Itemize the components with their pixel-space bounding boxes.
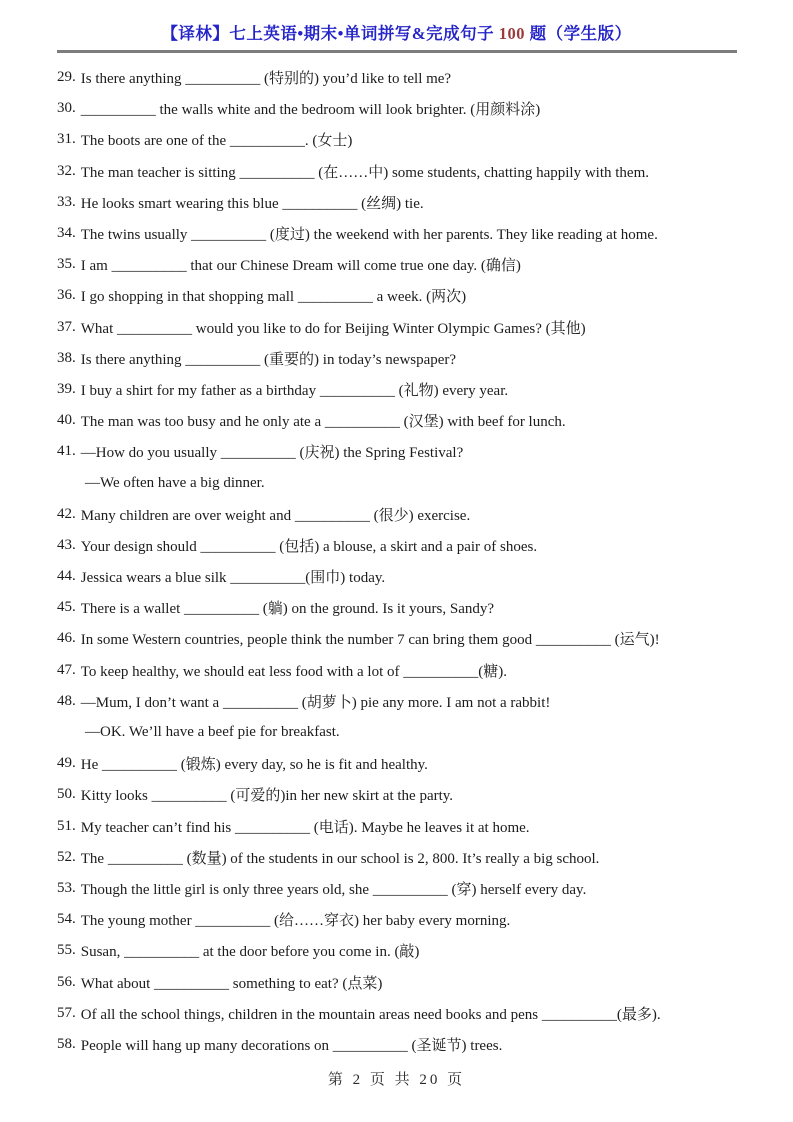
title-number: 100: [498, 24, 526, 43]
page-title: [0, 20, 793, 44]
header-rule: [57, 50, 737, 53]
question-text: My teacher can’t find his __________ (电话). Maybe he leaves it at home.: [80, 819, 530, 836]
question-line: [57, 935, 773, 966]
question-line: [57, 312, 773, 343]
page-footer: 第 2 页 共 20 页: [327, 1072, 466, 1088]
question-text: He looks smart wearing this blue __________ (丝绸) tie.: [80, 195, 424, 212]
question-number: 43.: [57, 536, 76, 553]
question-number: 30.: [57, 100, 76, 117]
question-text: What about __________ something to eat? (点菜): [80, 975, 383, 992]
question-number: 58.: [57, 1035, 76, 1052]
question-text: Is there anything __________ (重要的) in today’s newspaper?: [80, 351, 457, 368]
title-prefix: 【译林】七上英语•期末•单词拼写&完成句子: [161, 24, 499, 43]
question-text: In some Western countries, people think the number 7 can bring them good __________ (运气)!: [80, 632, 660, 649]
question-number: 44.: [57, 568, 76, 585]
question-line: [57, 156, 773, 187]
question-line: [57, 592, 773, 623]
question-line: [57, 436, 773, 467]
question-line: [57, 779, 773, 810]
question-line: [57, 280, 773, 311]
question-line: [57, 842, 773, 873]
question-line: [57, 93, 773, 124]
question-line: [57, 748, 773, 779]
question-line: [57, 966, 773, 997]
question-line: [57, 998, 773, 1029]
question-number: 53.: [57, 879, 76, 896]
question-number: 40.: [57, 412, 76, 429]
question-number: 32.: [57, 162, 76, 179]
question-text: The young mother __________ (给……穿衣) her baby every morning.: [80, 913, 511, 930]
question-line: [57, 218, 773, 249]
question-text: —Mum, I don’t want a __________ (胡萝卜) pie any more. I am not a rabbit!: [80, 694, 551, 711]
question-text: I buy a shirt for my father as a birthday __________ (礼物) every year.: [80, 382, 509, 399]
question-text: Of all the school things, children in the mountain areas need books and pens __________(最多).: [80, 1006, 661, 1023]
question-line: [57, 187, 773, 218]
question-number: 56.: [57, 973, 76, 990]
question-number: 34.: [57, 225, 76, 242]
question-text: Though the little girl is only three years old, she __________ (穿) herself every day.: [80, 881, 587, 898]
question-text: He __________ (锻炼) every day, so he is fit and healthy.: [80, 757, 428, 774]
question-number: 38.: [57, 349, 76, 366]
question-continuation: —OK. We’ll have a beef pie for breakfast.: [85, 724, 340, 741]
question-number: 35.: [57, 256, 76, 273]
question-number: 33.: [57, 193, 76, 210]
question-number: 47.: [57, 661, 76, 678]
question-line: [57, 655, 773, 686]
question-text: Is there anything __________ (特别的) you’d like to tell me?: [80, 71, 452, 88]
question-line: [57, 530, 773, 561]
question-text: The __________ (数量) of the students in our school is 2, 800. It’s really a big school.: [80, 850, 600, 867]
question-number: 57.: [57, 1004, 76, 1021]
question-text: —How do you usually __________ (庆祝) the Spring Festival?: [80, 445, 464, 462]
question-text: The twins usually __________ (度过) the weekend with her parents. They like reading at home.: [80, 227, 658, 244]
question-text: The man was too busy and he only ate a __________ (汉堡) with beef for lunch.: [80, 414, 566, 431]
question-line: [57, 343, 773, 374]
question-number: 36.: [57, 287, 76, 304]
question-line: [57, 904, 773, 935]
question-number: 52.: [57, 848, 76, 865]
question-text: Jessica wears a blue silk __________(围巾) today.: [80, 570, 386, 587]
question-number: 48.: [57, 692, 76, 709]
question-text: Many children are over weight and __________ (很少) exercise.: [80, 507, 471, 524]
question-number: 55.: [57, 942, 76, 959]
question-number: 54.: [57, 911, 76, 928]
question-number: 31.: [57, 131, 76, 148]
question-line: [57, 873, 773, 904]
question-line: [57, 499, 773, 530]
title-suffix: 题（学生版）: [525, 24, 632, 43]
question-number: 41.: [57, 443, 76, 460]
question-line: [57, 1029, 773, 1060]
question-line: [57, 561, 773, 592]
question-text: Susan, __________ at the door before you come in. (敲): [80, 944, 420, 961]
question-text: I am __________ that our Chinese Dream will come true one day. (确信): [80, 258, 521, 275]
question-line: [57, 374, 773, 405]
question-text: To keep healthy, we should eat less food with a lot of __________(糖).: [80, 663, 507, 680]
question-line: [57, 623, 773, 654]
question-text: I go shopping in that shopping mall __________ a week. (两次): [80, 289, 467, 306]
question-line: [57, 686, 773, 717]
question-list: [57, 62, 773, 1060]
question-text: People will hang up many decorations on __________ (圣诞节) trees.: [80, 1037, 503, 1054]
question-number: 39.: [57, 380, 76, 397]
question-line: [57, 811, 773, 842]
question-line: [57, 405, 773, 436]
question-number: 49.: [57, 755, 76, 772]
question-number: 50.: [57, 786, 76, 803]
question-line: [57, 62, 773, 93]
question-number: 45.: [57, 599, 76, 616]
question-continuation: —We often have a big dinner.: [85, 474, 265, 491]
question-text: What __________ would you like to do for Beijing Winter Olympic Games? (其他): [80, 320, 586, 337]
question-number: 37.: [57, 318, 76, 335]
question-text: The boots are one of the __________. (女士): [80, 133, 353, 150]
question-number: 29.: [57, 69, 76, 86]
question-line: [57, 249, 773, 280]
question-line: [57, 124, 773, 155]
question-text: Your design should __________ (包括) a blouse, a skirt and a pair of shoes.: [80, 538, 538, 555]
question-text: The man teacher is sitting __________ (在……中) some students, chatting happily with them.: [80, 164, 649, 181]
question-text: Kitty looks __________ (可爱的)in her new skirt at the party.: [80, 788, 454, 805]
question-number: 51.: [57, 817, 76, 834]
question-text: There is a wallet __________ (躺) on the ground. Is it yours, Sandy?: [80, 601, 495, 618]
question-number: 46.: [57, 630, 76, 647]
question-number: 42.: [57, 505, 76, 522]
question-text: __________ the walls white and the bedroom will look brighter. (用颜料涂): [80, 102, 541, 119]
